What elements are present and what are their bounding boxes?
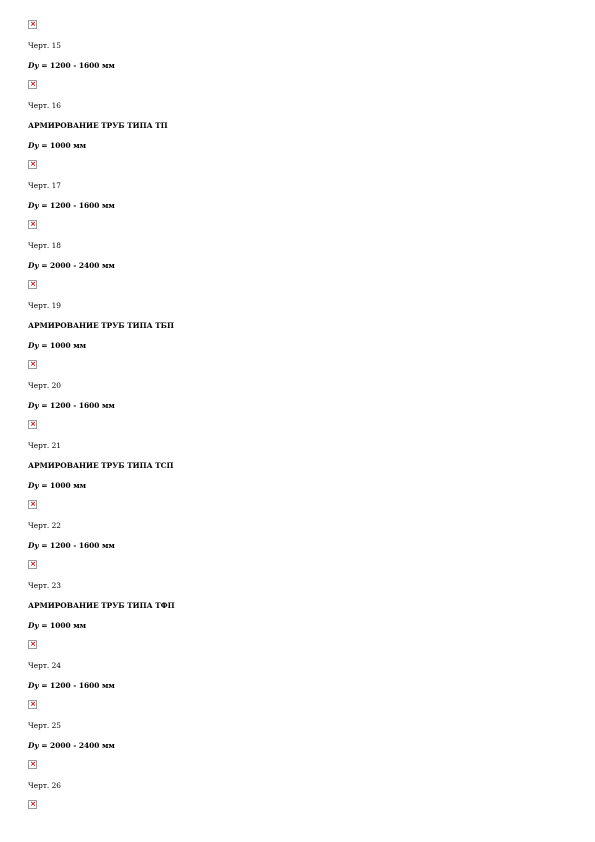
broken-image-icon [28, 360, 37, 369]
diameter-range: = 1000 мм [38, 621, 87, 630]
broken-image-icon [28, 500, 37, 509]
diameter-spec [28, 681, 115, 690]
section-heading: АРМИРОВАНИЕ ТРУБ ТИПА ТБП [28, 321, 174, 330]
broken-image-icon [28, 20, 37, 29]
diameter-spec [28, 261, 115, 270]
broken-image-x-icon: × [30, 560, 36, 568]
diameter-spec [28, 61, 115, 70]
section-heading: АРМИРОВАНИЕ ТРУБ ТИПА ТП [28, 121, 168, 130]
broken-image-x-icon: × [30, 700, 36, 708]
figure-caption: Черт. 20 [28, 381, 62, 390]
diameter-spec [28, 481, 86, 490]
broken-image-icon [28, 420, 37, 429]
figure-caption: Черт. 21 [28, 441, 62, 450]
broken-image-x-icon: × [30, 360, 36, 368]
broken-image-icon [28, 160, 37, 169]
broken-image-icon [28, 80, 37, 89]
diameter-symbol: Dy [28, 621, 39, 630]
figure-caption: Черт. 19 [28, 301, 62, 310]
figure-caption: Черт. 24 [28, 661, 62, 670]
broken-image-x-icon: × [30, 500, 36, 508]
broken-image-x-icon: × [30, 280, 36, 288]
diameter-symbol: Dy [28, 61, 39, 70]
figure-caption: Черт. 15 [28, 41, 62, 50]
diameter-range: = 1200 - 1600 мм [38, 681, 115, 690]
broken-image-x-icon: × [30, 20, 36, 28]
figure-caption: Черт. 16 [28, 101, 62, 110]
diameter-spec [28, 741, 115, 750]
diameter-range: = 1200 - 1600 мм [38, 61, 115, 70]
figure-caption: Черт. 25 [28, 721, 62, 730]
broken-image-x-icon: × [30, 220, 36, 228]
diameter-spec [28, 541, 115, 550]
broken-image-icon [28, 560, 37, 569]
diameter-range: = 1000 мм [38, 341, 87, 350]
diameter-symbol: Dy [28, 401, 39, 410]
diameter-symbol: Dy [28, 201, 39, 210]
broken-image-icon [28, 640, 37, 649]
diameter-symbol: Dy [28, 541, 39, 550]
figure-caption: Черт. 26 [28, 781, 62, 790]
diameter-spec [28, 341, 86, 350]
diameter-range: = 1000 мм [38, 481, 87, 490]
diameter-symbol: Dy [28, 261, 39, 270]
section-heading: АРМИРОВАНИЕ ТРУБ ТИПА ТСП [28, 461, 174, 470]
diameter-symbol: Dy [28, 341, 39, 350]
diameter-range: = 1200 - 1600 мм [38, 541, 115, 550]
broken-image-x-icon: × [30, 800, 36, 808]
diameter-spec [28, 621, 86, 630]
figure-caption: Черт. 23 [28, 581, 62, 590]
broken-image-x-icon: × [30, 760, 36, 768]
diameter-range: = 1200 - 1600 мм [38, 201, 115, 210]
diameter-range: = 1200 - 1600 мм [38, 401, 115, 410]
diameter-symbol: Dy [28, 481, 39, 490]
broken-image-icon [28, 700, 37, 709]
broken-image-icon [28, 760, 37, 769]
diameter-spec [28, 401, 115, 410]
diameter-range: = 2000 - 2400 мм [38, 741, 115, 750]
section-heading: АРМИРОВАНИЕ ТРУБ ТИПА ТФП [28, 601, 175, 610]
broken-image-x-icon: × [30, 640, 36, 648]
diameter-symbol: Dy [28, 681, 39, 690]
figure-caption: Черт. 22 [28, 521, 62, 530]
diameter-spec [28, 141, 86, 150]
broken-image-x-icon: × [30, 80, 36, 88]
broken-image-icon [28, 220, 37, 229]
figure-caption: Черт. 17 [28, 181, 62, 190]
diameter-symbol: Dy [28, 141, 39, 150]
broken-image-icon [28, 280, 37, 289]
broken-image-x-icon: × [30, 420, 36, 428]
broken-image-icon [28, 800, 37, 809]
diameter-range: = 2000 - 2400 мм [38, 261, 115, 270]
diameter-symbol: Dy [28, 741, 39, 750]
figure-caption: Черт. 18 [28, 241, 62, 250]
diameter-spec [28, 201, 115, 210]
broken-image-x-icon: × [30, 160, 36, 168]
diameter-range: = 1000 мм [38, 141, 87, 150]
